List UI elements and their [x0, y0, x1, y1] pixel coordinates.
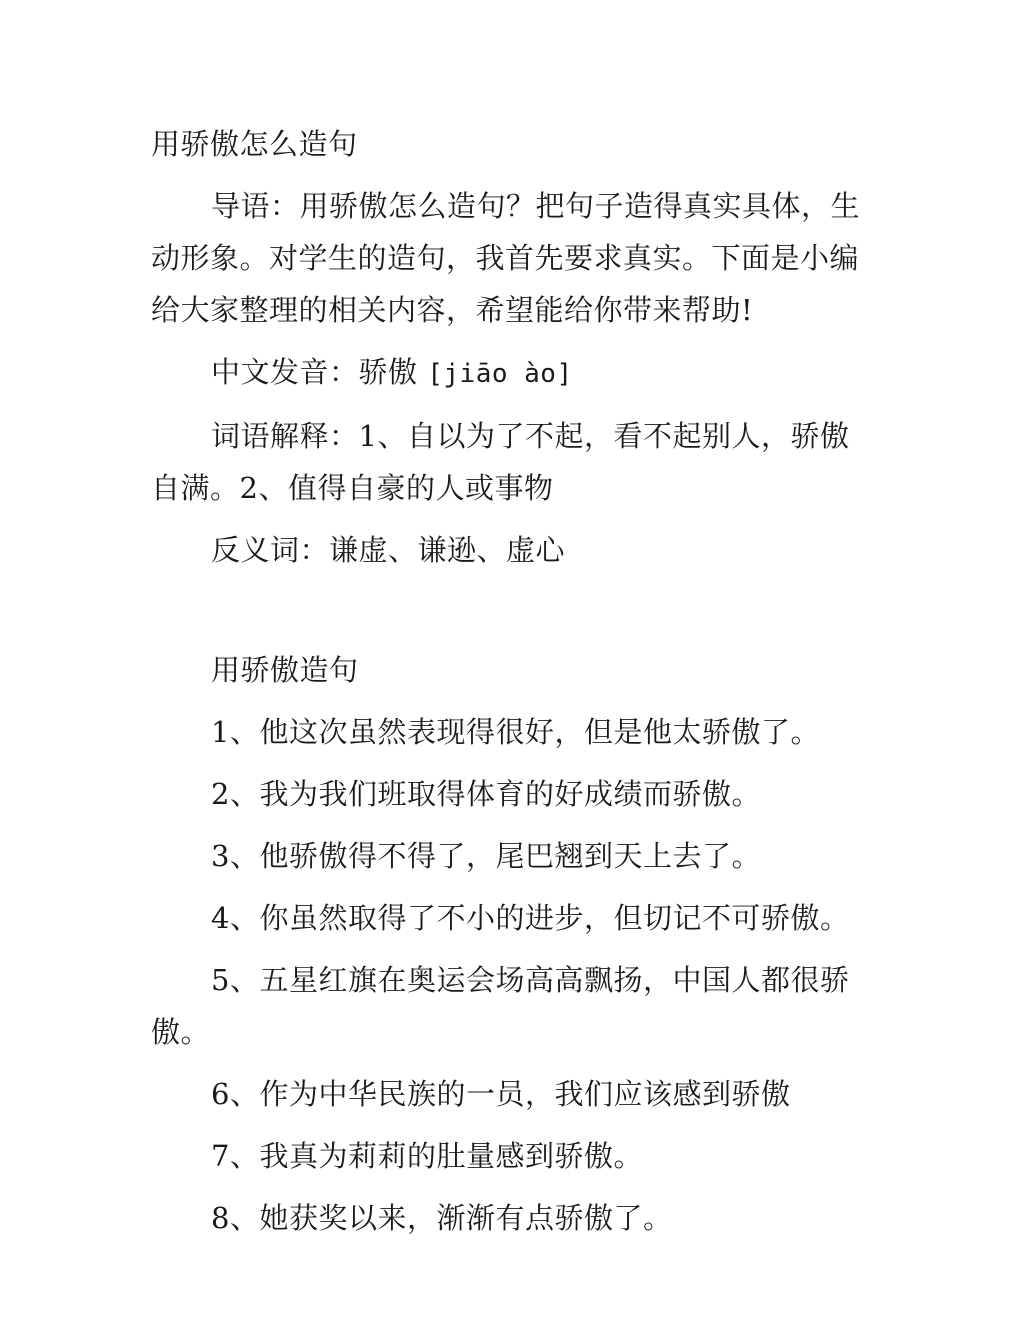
example-line: 7、我真为莉莉的肚量感到骄傲。 — [211, 1139, 643, 1173]
example-sentence — [151, 892, 873, 944]
definition-paragraph — [151, 410, 873, 514]
pronunciation-pinyin: [jiāo ào] — [427, 359, 573, 389]
antonyms-paragraph: 反义词：谦虚、谦逊、虚心 — [211, 533, 566, 567]
example-line: 1、他这次虽然表现得很好，但是他太骄傲了。 — [211, 715, 820, 749]
example-line: 傲。 — [151, 1015, 211, 1049]
intro-paragraph — [151, 180, 873, 336]
example-sentence — [151, 768, 873, 820]
intro-line: 导语：用骄傲怎么造句？把句子造得真实具体，生 — [211, 189, 861, 223]
example-sentence — [151, 1068, 873, 1120]
example-sentence — [151, 830, 873, 882]
intro-line: 给大家整理的相关内容，希望能给你带来帮助! — [151, 293, 754, 327]
example-sentence — [151, 954, 873, 1058]
document-title: 用骄傲怎么造句 — [151, 127, 358, 161]
definition-line: 自满。2、值得自豪的人或事物 — [151, 471, 554, 505]
document-body — [151, 118, 873, 1254]
section-heading: 用骄傲造句 — [211, 653, 359, 687]
example-line: 8、她获奖以来，渐渐有点骄傲了。 — [211, 1201, 673, 1235]
pronunciation-label: 中文发音：骄傲 — [211, 355, 418, 389]
example-sentence — [151, 706, 873, 758]
example-line: 3、他骄傲得不得了，尾巴翘到天上去了。 — [211, 839, 761, 873]
example-sentence — [151, 1130, 873, 1182]
section-spacer — [151, 586, 873, 644]
example-line: 5、五星红旗在奥运会场高高飘扬，中国人都很骄 — [211, 963, 850, 997]
example-line: 6、作为中华民族的一员，我们应该感到骄傲 — [211, 1077, 791, 1111]
pronunciation-paragraph — [151, 346, 873, 400]
example-line: 4、你虽然取得了不小的进步，但切记不可骄傲。 — [211, 901, 850, 935]
intro-line: 动形象。对学生的造句，我首先要求真实。下面是小编 — [151, 241, 860, 275]
definition-line: 词语解释：1、自以为了不起，看不起别人，骄傲 — [211, 419, 850, 453]
example-line: 2、我为我们班取得体育的好成绩而骄傲。 — [211, 777, 761, 811]
example-sentence — [151, 1192, 873, 1244]
